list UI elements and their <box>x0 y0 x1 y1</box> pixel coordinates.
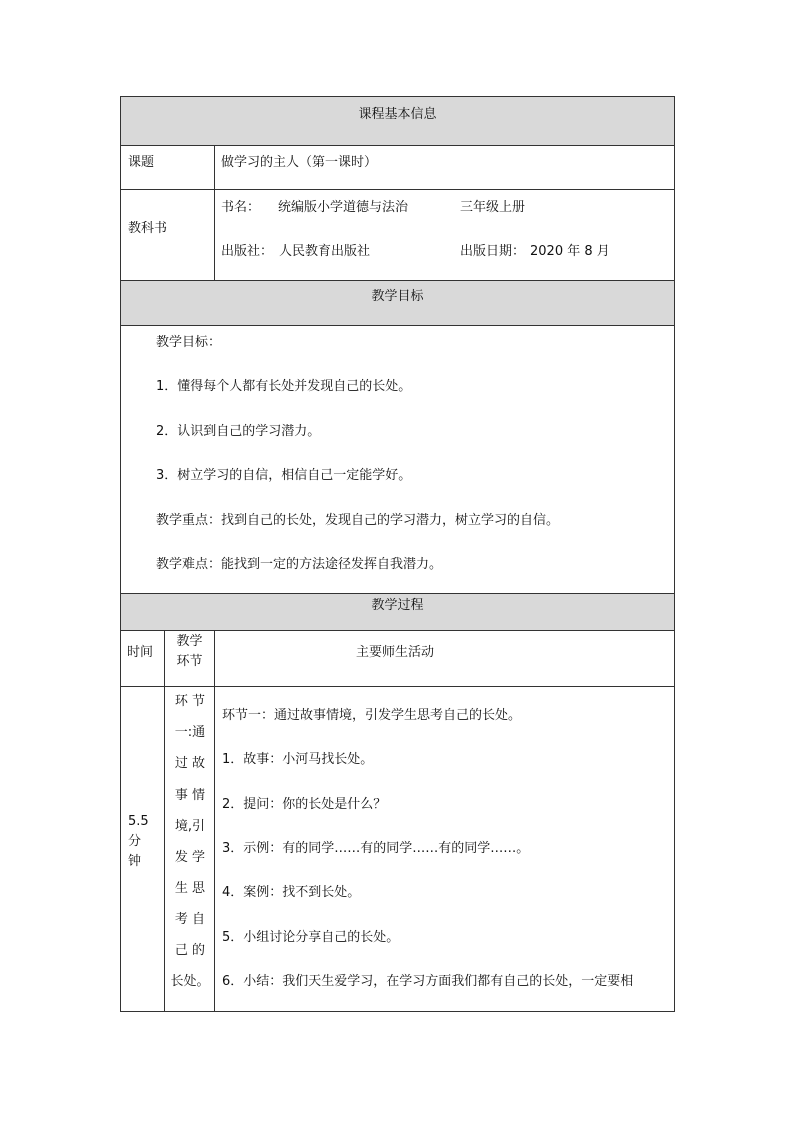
difficulty: 教学难点：能找到一定的方法途径发挥自我潜力。 <box>156 557 443 572</box>
col-header-activity: 主要师生活动 <box>356 645 435 660</box>
col-header-stage-line2: 环节 <box>176 654 203 669</box>
row-time-line2: 分 <box>128 834 142 849</box>
activity-line: 1．故事：小河马找长处。 <box>222 752 374 767</box>
section-title-goals: 教学目标 <box>371 289 424 304</box>
publisher-label: 出版社： <box>221 244 274 259</box>
row-stage-line: 长处。 <box>170 974 210 989</box>
goal-item-3: 3．树立学习的自信，相信自己一定能学好。 <box>156 468 412 483</box>
activity-line: 4．案例：找不到长处。 <box>222 885 361 900</box>
row-stage-line: 事 情 <box>174 788 206 803</box>
row-time-line1: 5.5 <box>128 814 149 829</box>
publisher: 人民教育出版社 <box>279 244 371 259</box>
topic-label: 课题 <box>128 155 155 170</box>
col-header-stage-line1: 教学 <box>176 634 203 649</box>
activity-line: 3．示例：有的同学……有的同学……有的同学……。 <box>222 841 530 856</box>
row-stage-line: 过 故 <box>174 756 206 771</box>
topic-value: 做学习的主人（第一课时） <box>221 155 378 170</box>
book-name: 统编版小学道德与法治 <box>278 200 409 215</box>
row-time-line3: 钟 <box>128 854 142 869</box>
row-stage-line: 考 自 <box>174 912 206 927</box>
textbook-label: 教科书 <box>128 221 168 236</box>
activity-line: 2．提问：你的长处是什么？ <box>222 797 387 812</box>
row-stage-line: 己 的 <box>174 943 206 958</box>
row-stage-line: 境,引 <box>174 819 206 834</box>
row-stage-line: 发 学 <box>174 850 206 865</box>
activity-line: 环节一：通过故事情境，引发学生思考自己的长处。 <box>222 708 522 723</box>
row-stage-line: 生 思 <box>174 881 206 896</box>
book-name-label: 书名： <box>221 200 261 215</box>
section-title-basic-info: 课程基本信息 <box>358 107 437 122</box>
activity-line: 6．小结：我们天生爱学习，在学习方面我们都有自己的长处，一定要相 <box>222 974 634 989</box>
goal-item-2: 2．认识到自己的学习潜力。 <box>156 424 321 439</box>
col-header-time: 时间 <box>127 645 154 660</box>
grade: 三年级上册 <box>460 200 526 215</box>
pub-date: 2020 年 8 月 <box>530 244 610 259</box>
row-stage-line: 环 节 <box>174 694 206 709</box>
section-title-process: 教学过程 <box>371 598 424 613</box>
goal-item-1: 1．懂得每个人都有长处并发现自己的长处。 <box>156 379 412 394</box>
activity-line: 5．小组讨论分享自己的长处。 <box>222 930 400 945</box>
key-point: 教学重点：找到自己的长处，发现自己的学习潜力，树立学习的自信。 <box>156 513 560 528</box>
pub-date-label: 出版日期： <box>460 244 526 259</box>
row-stage-line: 一:通 <box>174 725 206 740</box>
goals-heading: 教学目标： <box>156 335 222 350</box>
